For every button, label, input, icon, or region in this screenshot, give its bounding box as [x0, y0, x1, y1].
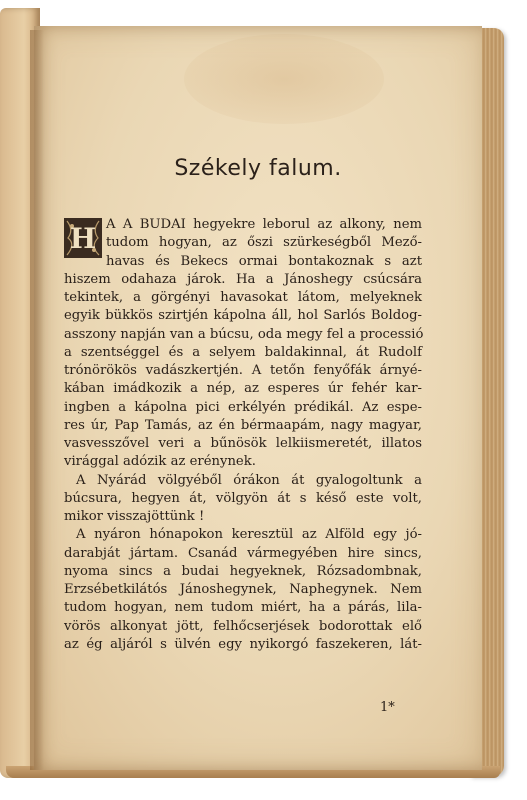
text-line: A Nyárád völgyéből órákon át gyalogoltunk a [76, 472, 422, 488]
text-line: havas és Bekecs ormai bontakoznak s azt [106, 253, 422, 269]
book-page [34, 26, 482, 770]
ornamental-dropcap-icon [64, 218, 102, 258]
chapter-title: Székely falum. [174, 156, 342, 181]
page-stain [184, 34, 384, 124]
spine-shadow [30, 30, 44, 770]
text-line: kában imádkozik a nép, az esperes úr fehér kar- [64, 381, 422, 397]
text-line: tudom hogyan, nem tudom miért, ha a párás, lila- [64, 600, 422, 616]
text-line: trónörökös vadászkertjén. A tetőn fenyőfák árnyé- [64, 363, 422, 378]
text-line: tudom hogyan, az őszi szürkeségből Mező- [106, 235, 422, 251]
text-line: A nyáron hónapokon keresztül az Alföld egy jó- [76, 527, 422, 543]
text-line: hiszem odahaza járok. Ha a Jánoshegy csúcsára [64, 271, 422, 287]
text-line: egyik bükkös szirtjén kápolna áll, hol Sarlós Boldog- [64, 308, 422, 324]
text-line: Erzsébetkilátós Jánoshegynek, Naphegynek. Nem [64, 582, 422, 597]
text-lines [64, 216, 422, 654]
line-text: hegyekre leborul az alkony, nem [185, 217, 422, 232]
text-line: darabját jártam. Csanád vármegyében hire sincs, [64, 545, 422, 561]
text-line: nyoma sincs a budai hegyeknek, Rózsadombnak, [64, 563, 422, 579]
text-line: vasvesszővel veri a bűnösök lelkiismeretét, illatos [64, 436, 422, 451]
text-line: ingben a kápolna pici erkélyén prédikál. Az espe- [64, 399, 422, 415]
text-line: virággal adózik az erénynek. [64, 454, 256, 470]
body-text [64, 216, 422, 654]
text-line: a szentséggel és a selyem baldakinnal, át Rudolf [64, 344, 422, 360]
text-line: az ég aljáról s ülvén egy nyikorgó faszekeren, lát- [64, 636, 422, 652]
page-number: 1* [380, 700, 395, 715]
text-line: mikor visszajöttünk ! [64, 509, 205, 524]
text-line: tekintek, a görgényi havasokat látom, melyeknek [64, 290, 422, 305]
text-line [64, 216, 422, 234]
text-line: búcsura, hegyen át, völgyön át s késő este volt, [64, 490, 422, 506]
text-line: res úr, Pap Tamás, az én bérmaapám, nagy magyar, [64, 417, 422, 433]
text-line: vörös alkonyat jött, felhőcserjések bodorottak elő [64, 618, 422, 634]
dropcap-letter: H [69, 222, 97, 255]
text-line: asszony napján van a búcsu, oda megy fel a processió [64, 326, 424, 342]
lead-words: A A BUDAI [106, 217, 186, 232]
